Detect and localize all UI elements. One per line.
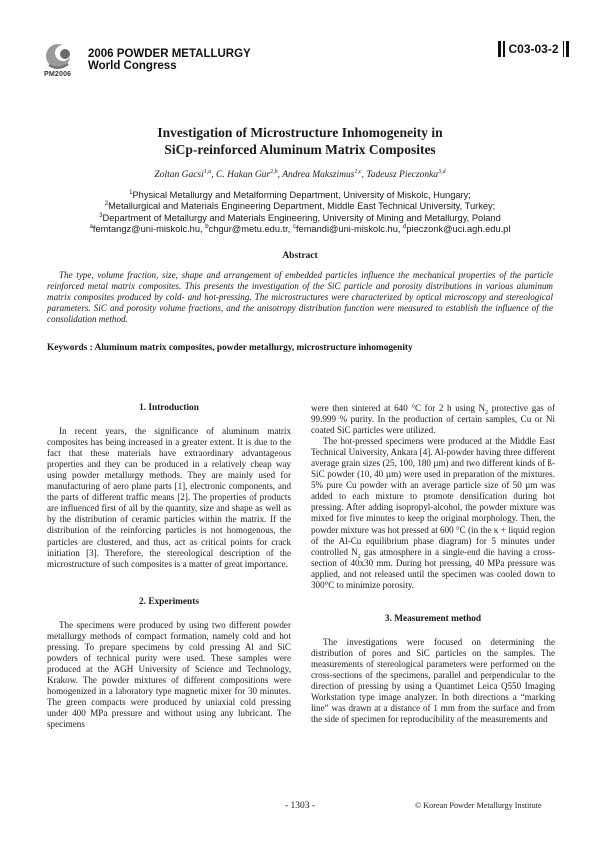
code-bar-left-thin bbox=[503, 41, 505, 57]
keywords: Keywords : Aluminum matrix composites, powder metallurgy, microstructure inhomogenity bbox=[47, 343, 413, 353]
author-sup: 2,b bbox=[270, 168, 278, 175]
author-name: Zoltan Gacsi bbox=[154, 170, 204, 180]
affiliation-sup: 1 bbox=[129, 189, 133, 196]
email-sup: b bbox=[205, 223, 209, 230]
email-sup: d bbox=[403, 223, 407, 230]
swirl-logo-icon bbox=[44, 40, 88, 74]
email-link[interactable]: pieczonk@uci.agh.edu.pl bbox=[406, 223, 511, 234]
section-heading-experiments: 2. Experiments bbox=[139, 596, 199, 607]
affiliation-line bbox=[60, 201, 540, 212]
code-bar-right bbox=[566, 41, 569, 57]
paper-title-line1: Investigation of Microstructure Inhomogeneity in bbox=[157, 125, 443, 140]
author-name: Andrea Makszimus bbox=[282, 170, 355, 180]
affiliation-line bbox=[60, 213, 540, 224]
abstract-text: The type, volume fraction, size, shape and arrangement of embedded particles influence the mechanical properties of the particle reinforced metal matrix composites. This presents the investigation of the SiC particle and porosity distributions in various aluminum matrix composites produced by cold- and hot-pressing. The microstructures were characterized by optical microscopy and stereological parameters. SiC and porosity volume fractions, and the anisotropy distribution function were measured to establish the influence of the consolidation method. bbox=[47, 270, 553, 324]
subscript: 2 bbox=[485, 409, 489, 416]
author-sup: 1,c bbox=[354, 168, 362, 175]
email-line: $^a$femtangz@uni-miskolc.hu, $^b$chgur@metu.edu.tr, $^c$femandi@uni-miskolc.hu, $^d$pieczonk@uci.agh.edu.pl bbox=[89, 223, 511, 234]
sintering-text-b: protective gas of 99.999 % purity. In the production of certain samples, Cu or Ni coated SiC particles were utilized. bbox=[311, 403, 555, 436]
affiliation-text: Metallurgical and Materials Engineering Department, Middle East Technical University, Turkey; bbox=[108, 201, 496, 212]
page-number: - 1303 - bbox=[284, 801, 316, 811]
email-sup: c bbox=[292, 223, 296, 230]
sintering-paragraph bbox=[311, 403, 555, 436]
email-link[interactable]: chgur@metu.edu.tr bbox=[208, 223, 288, 234]
conference-title bbox=[88, 48, 251, 72]
right-column bbox=[311, 403, 555, 725]
affiliation-line bbox=[60, 190, 540, 201]
logo-label: PM2006 bbox=[44, 71, 72, 78]
abstract-heading: Abstract bbox=[282, 251, 318, 261]
code-bar-right-thin bbox=[563, 41, 565, 57]
introduction-paragraph: In recent years, the significance of aluminum matrix composites has being increased in a greater extent. It is due to the fact that these materials have extraordinary advantageous properties and they can be produced in a relatively cheap way using powder metallurgy methods. They are mainly used for manufacturing of aero plane parts [1], electronic components, and the parts of different traffic means [2]. The properties of products are influenced first of all by the quantity, size and shape as well as by the distribution of ceramic particles within the matrix. If the distribution of the reinforcing particles is not homogenous, the particles are clustered, and thus, act as critical points for crack initiation [3]. Therefore, the stereological description of the microstructure of such composites is a matter of great importance. bbox=[47, 426, 291, 569]
measurement-paragraph: The investigations were focused on determining the distribution of pores and SiC particles on the samples. The measurements of stereological parameters were performed on the cross-sections of the specimens, parallel and perpendicular to the direction of pressing by using a Quantimet Leica Q550 Imaging Workstation type image analyzer. In both directions a “marking line” was drawn at a distance of 1 mm from the surface and from the side of specimen for reproducibility of the measurements and bbox=[311, 636, 555, 725]
author-list: Zoltan Gacsi$^{1,a}$, C. Hakan Gur$^{2,b}$, Andrea Makszimus$^{1,c}$, Tadeusz Pieczonka$^{3,d}$ bbox=[154, 168, 446, 180]
publisher-credit: © Korean Powder Metallurgy Institute bbox=[415, 801, 542, 810]
email-sup: a bbox=[89, 223, 93, 230]
affiliations bbox=[60, 190, 540, 235]
sintering-text-a: were then sintered at 640 °C for 2 h using N bbox=[311, 403, 486, 413]
code-bar-left bbox=[498, 41, 501, 57]
hot-pressing-text-a: The hot-pressed specimens were produced at the Middle East Technical University, Ankara [4]. Al-powder having three different average grain sizes (25, 100, 180 µm) and two different kinds of ß-SiC powder (10, 40 µm) were used in preparation of the mixtures. 5% pure Cu powder with an average particle size of 50 µm was added to each mixture to promote densification during hot pressing. After adding isopropyl-alcohol, the powder mixture was mixed for five minutes to keep the original morphology. Then, the powder mixture was hot pressed at 600 °C (in the κ + liquid region of the Al-Cu equilibrium phase diagram) for 5 minutes under controlled N bbox=[311, 436, 555, 557]
email-link[interactable]: femtangz@uni-miskolc.hu bbox=[92, 223, 201, 234]
author-sup: 1,a bbox=[203, 168, 212, 175]
affiliation-sup: 3 bbox=[99, 212, 103, 219]
conference-title-line1: 2006 POWDER METALLURGY bbox=[88, 48, 251, 60]
paper-code-box bbox=[497, 40, 570, 58]
hot-pressing-paragraph bbox=[311, 436, 555, 591]
author-name: C. Hakan Gur bbox=[216, 170, 271, 180]
section-heading-introduction: 1. Introduction bbox=[139, 403, 199, 413]
affiliation-sup: 2 bbox=[104, 201, 109, 208]
conference-title-line2: World Congress bbox=[88, 60, 177, 72]
left-column bbox=[47, 403, 291, 730]
email-link[interactable]: femandi@uni-miskolc.hu bbox=[295, 223, 398, 234]
experiments-paragraph: The specimens were produced by using two different powder metallurgy methods of compact formation, namely cold and hot pressing. To prepare specimens by cold pressing Al and SiC powders of technical purity were used. These samples were produced at the AGH University of Science and Technology, Krakow. The powder mixtures of different compositions were homogenized in a laboratory type magnetic mixer for 30 minutes. The green compacts were produced by uniaxial cold pressing under 400 MPa pressure and without using any lubricant. The specimens bbox=[47, 619, 291, 730]
paper-title-line2: SiCp-reinforced Aluminum Matrix Composites bbox=[164, 142, 436, 157]
hot-pressing-text-b: gas atmosphere in a single-end die having a cross-section of 40x30 mm. During hot pressing, 40 MPa pressure was applied, and not released until the specimen was cooled down to 300°C to minimize porosity. bbox=[311, 546, 555, 590]
section-heading-measurement: 3. Measurement method bbox=[384, 613, 482, 624]
author-name: Tadeusz Pieczonka bbox=[366, 170, 439, 180]
subscript: 2 bbox=[357, 553, 361, 560]
author-sup: 3,d bbox=[438, 168, 446, 175]
affiliation-text: Physical Metallurgy and Metalforming Department, University of Miskolc, Hungary; bbox=[132, 190, 471, 200]
paper-code: C03-03-2 bbox=[508, 42, 559, 56]
affiliation-text: Department of Metallurgy and Materials Engineering, University of Mining and Metallurgy, Poland bbox=[102, 212, 501, 223]
